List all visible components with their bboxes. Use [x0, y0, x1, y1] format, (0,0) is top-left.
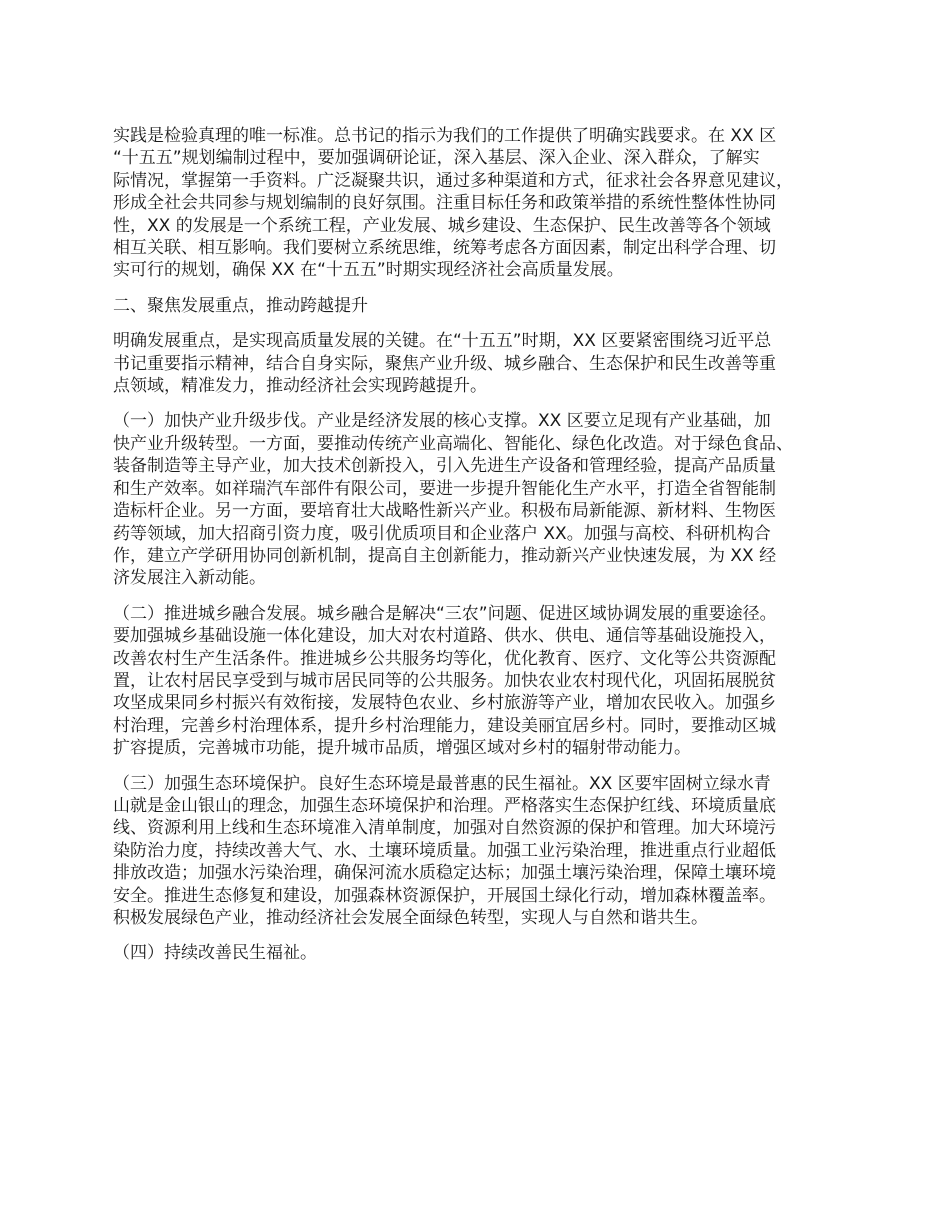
- text-line: 药等领域，加大招商引资力度，吸引优质项目和企业落户 XX。加强与高校、科研机构合: [113, 523, 771, 544]
- text-line: 攻坚成果同乡村振兴有效衔接，发展特色农业、乡村旅游等产业，增加农民收入。加强乡: [113, 693, 776, 714]
- text-line: 性，XX 的发展是一个系统工程，产业发展、城乡建设、生态保护、民生改善等各个领域: [113, 215, 771, 236]
- text-line: 扩容提质，完善城市功能，提升城市品质，增强区域对乡村的辐射带动能力。: [113, 738, 691, 759]
- text-line: （一）加快产业升级步伐。产业是经济发展的核心支撑。XX 区要立足现有产业基础，加: [113, 411, 771, 432]
- text-line: 改善农村生产生活条件。推进城乡公共服务均等化，优化教育、医疗、文化等公共资源配: [113, 648, 776, 669]
- paragraph-ecology: [113, 773, 858, 930]
- text-line: 安全。推进生态修复和建设，加强森林资源保护，开展国土绿化行动，增加森林覆盖率。: [113, 885, 776, 906]
- text-line: “十五五”规划编制过程中，要加强调研论证，深入基层、深入企业、深入群众，了解实: [113, 148, 760, 169]
- paragraph-livelihood: [113, 942, 858, 964]
- document-page: [113, 125, 858, 978]
- text-line: 和生产效率。如祥瑞汽车部件有限公司，要进一步提升智能化生产水平，打造全省智能制: [113, 478, 776, 499]
- text-line: 造标杆企业。另一方面，要培育壮大战略性新兴产业。积极布局新能源、新材料、生物医: [113, 501, 776, 522]
- text-line: 实践是检验真理的唯一标准。总书记的指示为我们的工作提供了明确实践要求。在 XX 区: [113, 126, 777, 146]
- text-line: 明确发展重点，是实现高质量发展的关键。在“十五五”时期，XX 区要紧密围绕习近平总: [113, 331, 772, 352]
- paragraph-focus-intro: [113, 330, 858, 397]
- text-line: 济发展注入新动能。: [113, 568, 266, 589]
- text-line: 实可行的规划，确保 XX 在“十五五”时期实现经济社会高质量发展。: [113, 260, 624, 281]
- text-line: 积极发展绿色产业，推动经济社会发展全面绿色转型，实现人与自然和谐共生。: [113, 908, 708, 928]
- text-line: 排放改造；加强水污染治理，确保河流水质稳定达标；加强土壤污染治理，保障土壤环境: [113, 863, 776, 884]
- text-line: 装备制造等主导产业，加大技术创新投入，引入先进生产设备和管理经验，提高产品质量: [113, 456, 776, 477]
- text-line: 要加强城乡基础设施一体化建设，加大对农村道路、供水、供电、通信等基础设施投入，: [113, 626, 776, 647]
- text-line: 山就是金山银山的理念，加强生态环境保护和治理。严格落实生态保护红线、环境质量底: [113, 795, 776, 816]
- text-line: 置，让农村居民享受到与城市居民同等的公共服务。加快农业农村现代化，巩固拓展脱贫: [113, 670, 776, 691]
- text-line: 相互关联、相互影响。我们要树立系统思维，统筹考虑各方面因素，制定出科学合理、切: [113, 238, 776, 259]
- text-line: （三）加强生态环境保护。良好生态环境是最普惠的民生福祉。XX 区要牢固树立绿水青: [113, 773, 771, 794]
- text-line: 线、资源利用上线和生态环境准入清单制度，加强对自然资源的保护和管理。加大环境污: [113, 818, 776, 839]
- text-line: 快产业升级转型。一方面，要推动传统产业高端化、智能化、绿色化改造。对于绿色食品、: [113, 433, 793, 454]
- section-heading: 二、聚焦发展重点，推动跨越提升: [113, 295, 368, 316]
- paragraph-urban-rural: [113, 603, 858, 760]
- text-line: （二）推进城乡融合发展。城乡融合是解决“三农”问题、促进区域协调发展的重要途径。: [113, 603, 777, 624]
- text-line: 书记重要指示精神，结合自身实际，聚焦产业升级、城乡融合、生态保护和民生改善等重: [113, 353, 776, 374]
- text-line: 形成全社会共同参与规划编制的良好氛围。注重目标任务和政策举措的系统性整体性协同: [113, 193, 776, 214]
- text-line: 作，建立产学研用协同创新机制，提高自主创新能力，推动新兴产业快速发展，为 XX 经: [113, 545, 777, 566]
- text-line: 点领域，精准发力，推动经济社会实现跨越提升。: [113, 376, 487, 397]
- text-line: 染防治力度，持续改善大气、水、土壤环境质量。加强工业污染治理，推进重点行业超低: [113, 840, 776, 861]
- paragraph-industry-upgrade: [113, 410, 858, 589]
- text-line: 际情况，掌握第一手资料。广泛凝聚共识，通过多种渠道和方式，征求社会各界意见建议，: [113, 170, 793, 191]
- text-line: 村治理，完善乡村治理体系，提升乡村治理能力，建设美丽宜居乡村。同时，要推动区城: [113, 715, 776, 736]
- paragraph-practice: [113, 125, 858, 282]
- text-line: （四）持续改善民生福祉。: [113, 943, 317, 964]
